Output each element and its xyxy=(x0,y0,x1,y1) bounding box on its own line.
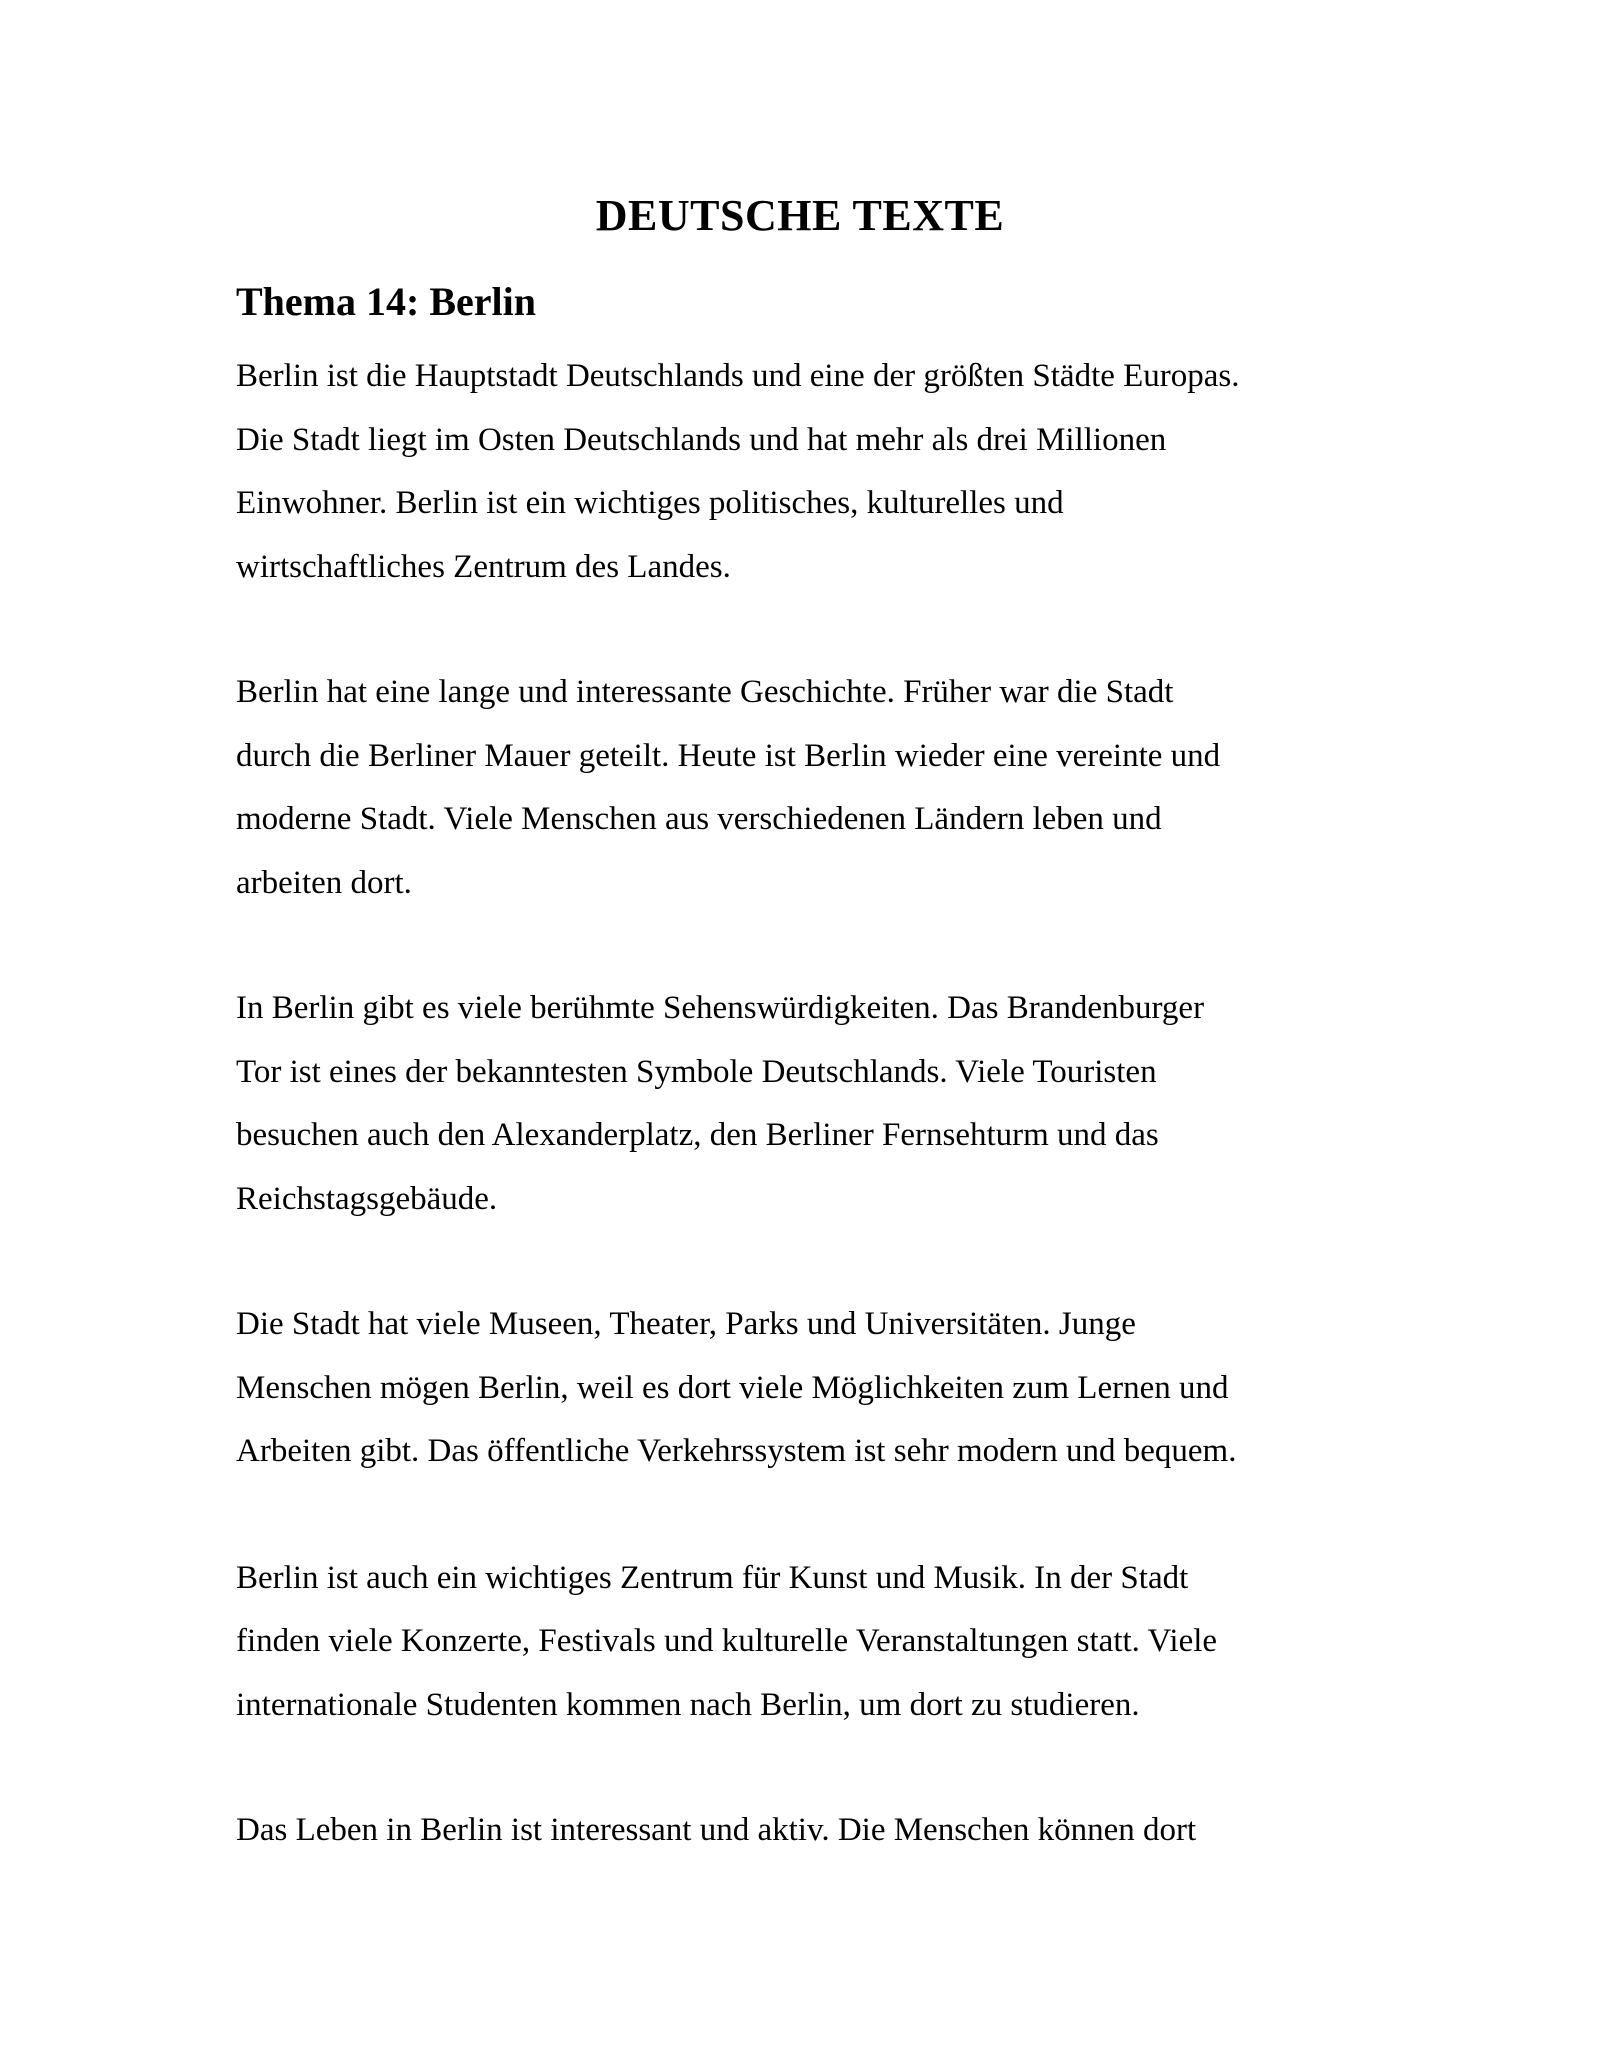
text-line: Das Leben in Berlin ist interessant und aktiv. Die Menschen können dort xyxy=(236,1812,1197,1848)
text-line: Reichstagsgebäude. xyxy=(236,1181,498,1217)
text-line: Arbeiten gibt. Das öffentliche Verkehrssystem ist sehr modern und bequem. xyxy=(236,1433,1237,1469)
text-line: moderne Stadt. Viele Menschen aus verschiedenen Ländern leben und xyxy=(236,801,1162,837)
text-line: Tor ist eines der bekanntesten Symbole Deutschlands. Viele Touristen xyxy=(236,1054,1157,1090)
text-line: internationale Studenten kommen nach Berlin, um dort zu studieren. xyxy=(236,1687,1140,1723)
text-line: durch die Berliner Mauer geteilt. Heute ist Berlin wieder eine vereinte und xyxy=(236,738,1221,774)
text-line: finden viele Konzerte, Festivals und kulturelle Veranstaltungen statt. Viele xyxy=(236,1623,1218,1659)
text-line: Berlin hat eine lange und interessante Geschichte. Früher war die Stadt xyxy=(236,674,1174,710)
document-title: DEUTSCHE TEXTE xyxy=(595,191,1005,240)
text-line: Einwohner. Berlin ist ein wichtiges politisches, kulturelles und xyxy=(236,485,1064,521)
text-line: In Berlin gibt es viele berühmte Sehenswürdigkeiten. Das Brandenburger xyxy=(236,990,1205,1026)
text-line: wirtschaftliches Zentrum des Landes. xyxy=(236,549,731,585)
text-line: Die Stadt hat viele Museen, Theater, Parks und Universitäten. Junge xyxy=(236,1306,1136,1342)
text-line: arbeiten dort. xyxy=(236,865,412,901)
document-subtitle: Thema 14: Berlin xyxy=(236,279,536,324)
text-line: besuchen auch den Alexanderplatz, den Berliner Fernsehturm und das xyxy=(236,1117,1159,1153)
text-line: Menschen mögen Berlin, weil es dort viele Möglichkeiten zum Lernen und xyxy=(236,1370,1229,1406)
text-line: Berlin ist auch ein wichtiges Zentrum für Kunst und Musik. In der Stadt xyxy=(236,1560,1189,1596)
text-line: Berlin ist die Hauptstadt Deutschlands und eine der größten Städte Europas. xyxy=(236,358,1240,394)
text-line: Die Stadt liegt im Osten Deutschlands und hat mehr als drei Millionen xyxy=(236,422,1167,458)
